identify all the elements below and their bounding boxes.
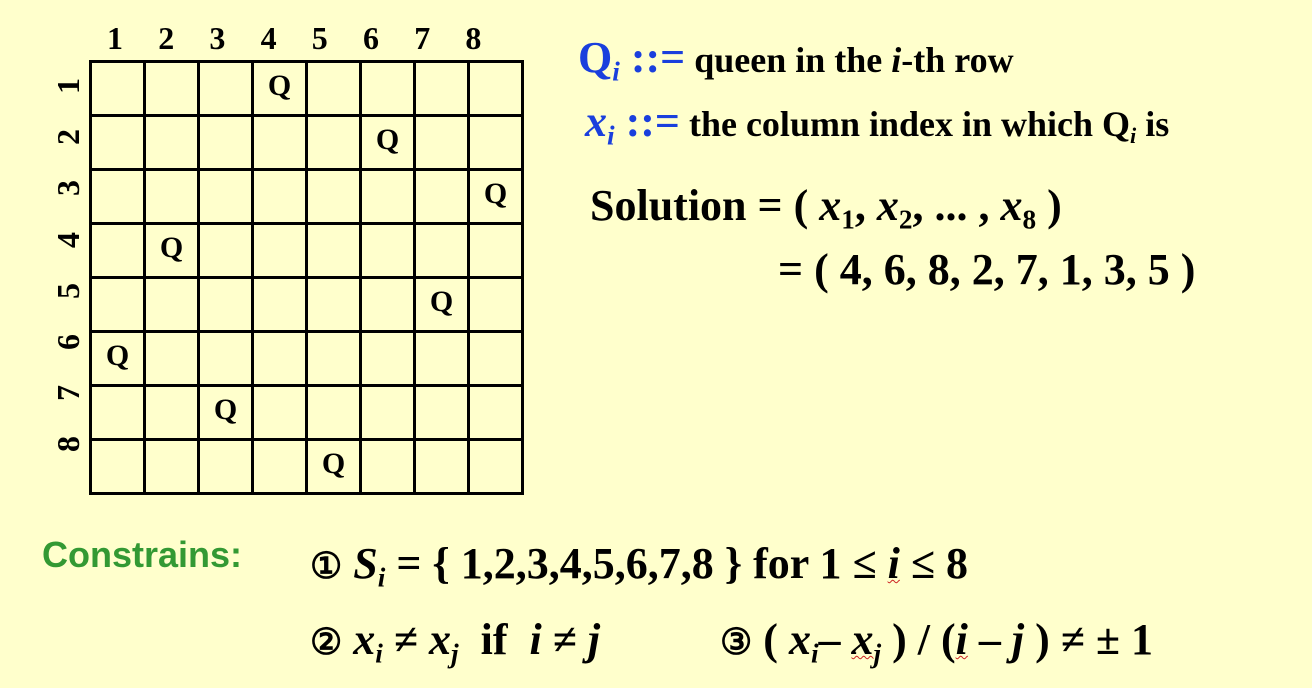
c1-sub: i [377, 562, 386, 593]
board-cell [415, 386, 469, 440]
board-row [91, 278, 523, 332]
board-cell [253, 278, 307, 332]
board-cell [199, 332, 253, 386]
board-cell [253, 116, 307, 170]
queen-piece: Q [375, 122, 400, 156]
board-row [91, 440, 523, 494]
x-text: the column index in which Q [679, 104, 1131, 144]
board-cell [307, 116, 361, 170]
column-label: 4 [260, 20, 277, 56]
board-cell [145, 62, 199, 116]
c2-x2: x [429, 615, 452, 664]
column-label: 1 [107, 20, 123, 56]
q-subscript: i [612, 56, 620, 87]
c3-j: j [1011, 615, 1025, 664]
c2-sub1: i [375, 638, 383, 669]
q-symbol: Q [578, 33, 613, 82]
x-text-subscript: i [1130, 123, 1137, 149]
x-subscript: i [607, 120, 615, 151]
queen-piece: Q [321, 446, 346, 480]
board-cell [469, 62, 523, 116]
c3-sub2: j [873, 638, 882, 669]
solution-sep2: , ... , [912, 181, 1001, 230]
row-label: 2 [50, 129, 86, 146]
c2-i: i [529, 615, 542, 664]
board-cell [415, 62, 469, 116]
board-cell [307, 62, 361, 116]
x-text-end: is [1136, 104, 1170, 144]
x-operator: ::= [614, 97, 680, 146]
board-cell [415, 278, 469, 332]
queen-piece: Q [267, 68, 292, 102]
solution-x8-sub: 8 [1022, 204, 1037, 235]
board-cell [469, 224, 523, 278]
board-cell [307, 224, 361, 278]
q-text-i: i [891, 40, 902, 80]
board-cell [199, 224, 253, 278]
q-text-2: -th row [901, 40, 1014, 80]
queen-piece: Q [429, 284, 454, 318]
board-cell [91, 440, 145, 494]
row-label: 3 [50, 180, 86, 197]
board-cell [415, 116, 469, 170]
c3-open: ( [752, 615, 789, 664]
board-cell [91, 332, 145, 386]
circled-2: ② [310, 622, 343, 662]
queen-piece: Q [159, 230, 184, 264]
c3-minus2: – [967, 615, 1012, 664]
board-cell [469, 332, 523, 386]
q-operator: ::= [619, 33, 686, 82]
column-label: 7 [414, 20, 431, 56]
board-cell [91, 224, 145, 278]
x-symbol: x [585, 97, 607, 146]
c2-ne2: ≠ [541, 615, 588, 664]
board-cell [145, 332, 199, 386]
solution-tuple [590, 180, 1062, 235]
board-cell [199, 62, 253, 116]
board-cell [145, 278, 199, 332]
row-label: 7 [50, 385, 86, 402]
board-cell [361, 116, 415, 170]
solution-x8: x [1000, 181, 1023, 230]
board-cell [253, 224, 307, 278]
queen-definition [578, 32, 1014, 87]
board-cell [145, 440, 199, 494]
board-cell [307, 440, 361, 494]
column-label: 8 [465, 20, 482, 56]
board-cell [199, 170, 253, 224]
board-cell [361, 62, 415, 116]
constraint-1 [310, 538, 969, 593]
board-cell [253, 386, 307, 440]
row-label: 4 [50, 231, 86, 248]
queen-piece: Q [105, 338, 130, 372]
c3-mid: ) / ( [881, 615, 956, 664]
row-label: 8 [50, 436, 86, 453]
x-definition [585, 96, 1170, 151]
circled-1: ① [310, 546, 343, 586]
constraint-3 [720, 614, 1154, 669]
c3-x2: x [851, 615, 874, 664]
solution-x1-sub: 1 [841, 204, 855, 235]
board-cell [469, 440, 523, 494]
c3-minus: – [818, 615, 852, 664]
board-row [91, 62, 523, 116]
board-cell [199, 386, 253, 440]
board-row [91, 332, 523, 386]
queen-piece: Q [213, 392, 238, 426]
board-cell [199, 278, 253, 332]
queen-piece: Q [483, 176, 508, 210]
c3-x1: x [788, 615, 811, 664]
c1-text: = { 1,2,3,4,5,6,7,8 } for 1 ≤ [385, 539, 888, 588]
board-cell [469, 278, 523, 332]
column-label: 3 [209, 20, 226, 56]
board-cell [307, 170, 361, 224]
board-cell [253, 440, 307, 494]
board-cell [199, 116, 253, 170]
c2-ne: ≠ [382, 615, 430, 664]
c3-sub1: i [810, 638, 819, 669]
board-cell [91, 62, 145, 116]
board-cell [361, 386, 415, 440]
c2-sub2: j [451, 638, 459, 669]
c3-end: ) ≠ ± 1 [1024, 615, 1154, 664]
board-row [91, 170, 523, 224]
q-text-1: queen in the [685, 40, 892, 80]
chess-board [89, 60, 524, 495]
board-cell [307, 278, 361, 332]
board-row [91, 116, 523, 170]
row-label: 6 [50, 334, 86, 350]
constraints-label: Constrains: [42, 534, 243, 575]
circled-3: ③ [720, 622, 753, 662]
board-cell [361, 440, 415, 494]
board-cell [91, 170, 145, 224]
solution-x1: x [819, 181, 842, 230]
c2-if: if [458, 615, 530, 664]
board-cell [145, 386, 199, 440]
c1-s: S [353, 539, 378, 588]
board-cell [469, 170, 523, 224]
board-cell [361, 332, 415, 386]
board-cell [91, 386, 145, 440]
solution-sep1: , [854, 181, 877, 230]
board-cell [361, 170, 415, 224]
board-cell [253, 170, 307, 224]
board-cell [469, 116, 523, 170]
board-cell [415, 224, 469, 278]
c3-i: i [955, 615, 968, 664]
board-cell [145, 116, 199, 170]
column-label: 5 [311, 20, 328, 56]
board-cell [199, 440, 253, 494]
solution-label: Solution = ( [590, 181, 820, 230]
board-cell [415, 440, 469, 494]
board-row [91, 224, 523, 278]
board-row [91, 386, 523, 440]
board-cell [307, 332, 361, 386]
row-label: 5 [50, 282, 86, 299]
board-cell [469, 386, 523, 440]
row-label: 1 [50, 78, 86, 94]
board-cell [145, 170, 199, 224]
column-label: 6 [363, 20, 379, 56]
c2-x1: x [353, 615, 376, 664]
solution-x2-sub: 2 [898, 204, 913, 235]
board-cell [415, 170, 469, 224]
board-cell [361, 278, 415, 332]
board-cell [361, 224, 415, 278]
c1-i: i [887, 539, 900, 588]
board-cell [145, 224, 199, 278]
solution-values: = ( 4, 6, 8, 2, 7, 1, 3, 5 ) [778, 245, 1196, 294]
board-cell [91, 278, 145, 332]
constraint-2 [310, 614, 601, 669]
board-cell [307, 386, 361, 440]
c2-j: j [587, 615, 601, 664]
board-cell [253, 62, 307, 116]
board-cell [91, 116, 145, 170]
c1-end: ≤ 8 [899, 539, 969, 588]
board-cell [253, 332, 307, 386]
column-label: 2 [158, 20, 175, 56]
board-cell [415, 332, 469, 386]
solution-close: ) [1036, 181, 1062, 230]
solution-x2: x [876, 181, 899, 230]
